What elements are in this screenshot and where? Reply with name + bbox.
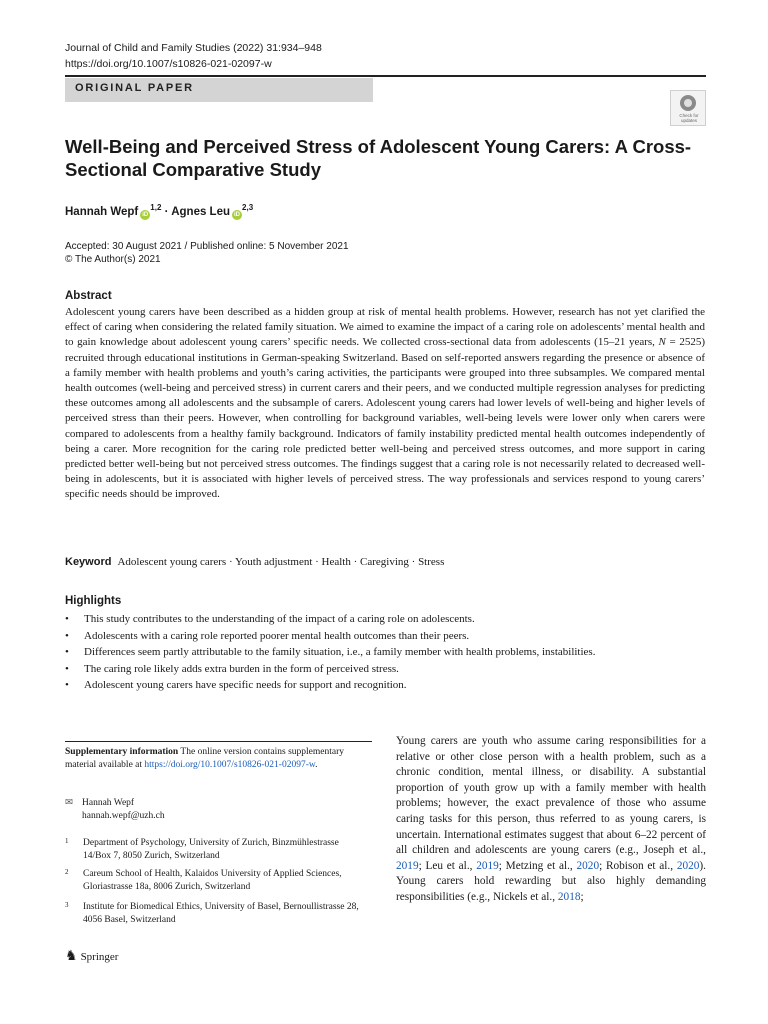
correspondence (65, 797, 165, 823)
contact-email[interactable]: hannah.wepf@uzh.ch (82, 811, 165, 821)
list-item: • The caring role likely adds extra burden in the form of perceived stress. (65, 661, 705, 678)
copyright: © The Author(s) 2021 (65, 254, 161, 265)
author-list (65, 203, 253, 220)
crossmark-circle (680, 95, 696, 111)
publisher-logo (65, 948, 118, 965)
affiliation: 2 Careum School of Health, Kalaidos University of Applied Sciences, Gloriastrasse 18a, 8006 Zurich, Switzerland (65, 868, 342, 892)
journal-header (65, 40, 322, 72)
citation-link[interactable]: 2019 (476, 859, 499, 872)
citation-link[interactable]: 2019 (396, 859, 419, 872)
contact-name: Hannah Wepf (82, 798, 135, 808)
crossmark-label: Check for updates (679, 113, 699, 123)
citation-link[interactable]: 2020 (676, 859, 700, 872)
article-dates (65, 240, 349, 266)
article-title: Well-Being and Perceived Stress of Adolescent Young Carers: A Cross-Sectional Comparative Study (65, 136, 692, 180)
author-affiliation-marks: 2,3 (242, 203, 254, 212)
article-type-banner (65, 78, 373, 102)
abstract-heading: Abstract (65, 290, 112, 302)
author-separator: · (164, 205, 169, 218)
highlights-list (65, 611, 705, 694)
list-item: • Differences seem partly attributable to the family situation, i.e., a family member with health problems, instabilities. (65, 644, 705, 661)
article-type: ORIGINAL PAPER (75, 82, 194, 94)
body-text: Young carers are youth who assume caring responsibilities for a relative or other close person with a health problem, such as a chronic condition, mental illness, or disability. A substantial proportion of youth grow up with a family member with health problems; however, the exact prevalence of those who assume caring tasks for this person, thus referred to as young carers, is uncertain. International estimates suggest that about 6–22 percent of all children and adolescents are young carers (e.g., Joseph et al., 2019; Leu et al., 2019; Metzing et al., 2020; Robison et al., 2020). Young carers hold rewarding but also highly demanding responsibilities (e.g., Nickels et al., 2018; (396, 735, 706, 903)
affiliation: 3 Institute for Biomedical Ethics, University of Basel, Bernoullistrasse 28, 4056 Basel, Switzerland (65, 901, 359, 925)
list-item: • Adolescent young carers have specific needs for support and recognition. (65, 677, 705, 694)
accepted-published: Accepted: 30 August 2021 / Published online: 5 November 2021 (65, 241, 349, 252)
footnote-rule (65, 741, 372, 742)
keywords-text: Adolescent young carers · Youth adjustment · Health · Caregiving · Stress (117, 556, 445, 568)
author-affiliation-marks: 1,2 (150, 203, 162, 212)
highlights-heading: Highlights (65, 595, 122, 607)
journal-citation: Journal of Child and Family Studies (2022) 31:934–948 (65, 42, 322, 54)
author-name: Hannah Wepf (65, 205, 139, 218)
abstract-text: Adolescent young carers have been described as a hidden group at risk of mental health problems. However, research has not yet clarified the effect of caring when considering the related family situation. We aimed to examine the impact of a caring role on adolescents’ mental health and to gain knowledge about adolescent young carers’ specific needs. We collected cross-sectional data from adolescents (15–21 years, N = 2525) recruited through educational institutions in German-speaking Switzerland. Based on self-reported answers regarding the presence or absence of a family member with health problems and youth’s caring activities, the participants were grouped into three subsamples. We compared mental health outcomes (well-being and perceived stress) in current carers and their peers, and we conducted multiple regression analyses for predicting these outcomes among all adolescents and the subsample of carers. Adolescent young carers had lower levels of well-being and higher levels of perceived stress than their peers. However, when controlling for background variables, well-being levels were lower only when carers were compared to adolescents from a healthy family background. Indicators of family instability predicted mental health outcomes independently of being a carer. More recognition for the caring role predicted better well-being and perceived stress outcomes, and more support in caring predicted better well-being but not perceived stress outcomes. The findings suggest that a caring role is not necessarily related to decreased well-being in adolescents, but it is associated with higher levels of perceived stress. The way professionals and services respond to young carers’ specific needs should be improved. (65, 306, 705, 501)
springer-horse-icon: ♞ (65, 949, 78, 964)
list-item: • This study contributes to the understanding of the impact of a caring role on adolescents. (65, 611, 705, 628)
header-rule (65, 75, 706, 77)
keywords-heading: Keyword (65, 556, 112, 568)
crossmark-icon[interactable] (670, 90, 706, 126)
author-name: Agnes Leu (171, 205, 231, 218)
list-item: • Adolescents with a caring role reported poorer mental health outcomes than their peers. (65, 628, 705, 645)
supplementary-info: Supplementary information The online version contains supplementary material available at https://doi.org/10.1007/s10826-021-02097-w. (65, 747, 344, 770)
keywords (65, 556, 444, 568)
citation-link[interactable]: 2018 (557, 890, 581, 903)
orcid-icon[interactable]: iD (234, 211, 241, 218)
orcid-icon[interactable]: iD (142, 211, 149, 218)
supplementary-link[interactable]: https://doi.org/10.1007/s10826-021-02097-w (144, 760, 316, 770)
journal-doi[interactable]: https://doi.org/10.1007/s10826-021-02097-w (65, 58, 272, 70)
publisher-name: Springer (80, 951, 119, 963)
envelope-icon: ✉ (65, 798, 73, 808)
affiliation: 1 Department of Psychology, University of Zurich, Binzmühlestrasse 14/Box 7, 8050 Zurich, Switzerland (65, 837, 339, 861)
citation-link[interactable]: 2020 (576, 859, 600, 872)
